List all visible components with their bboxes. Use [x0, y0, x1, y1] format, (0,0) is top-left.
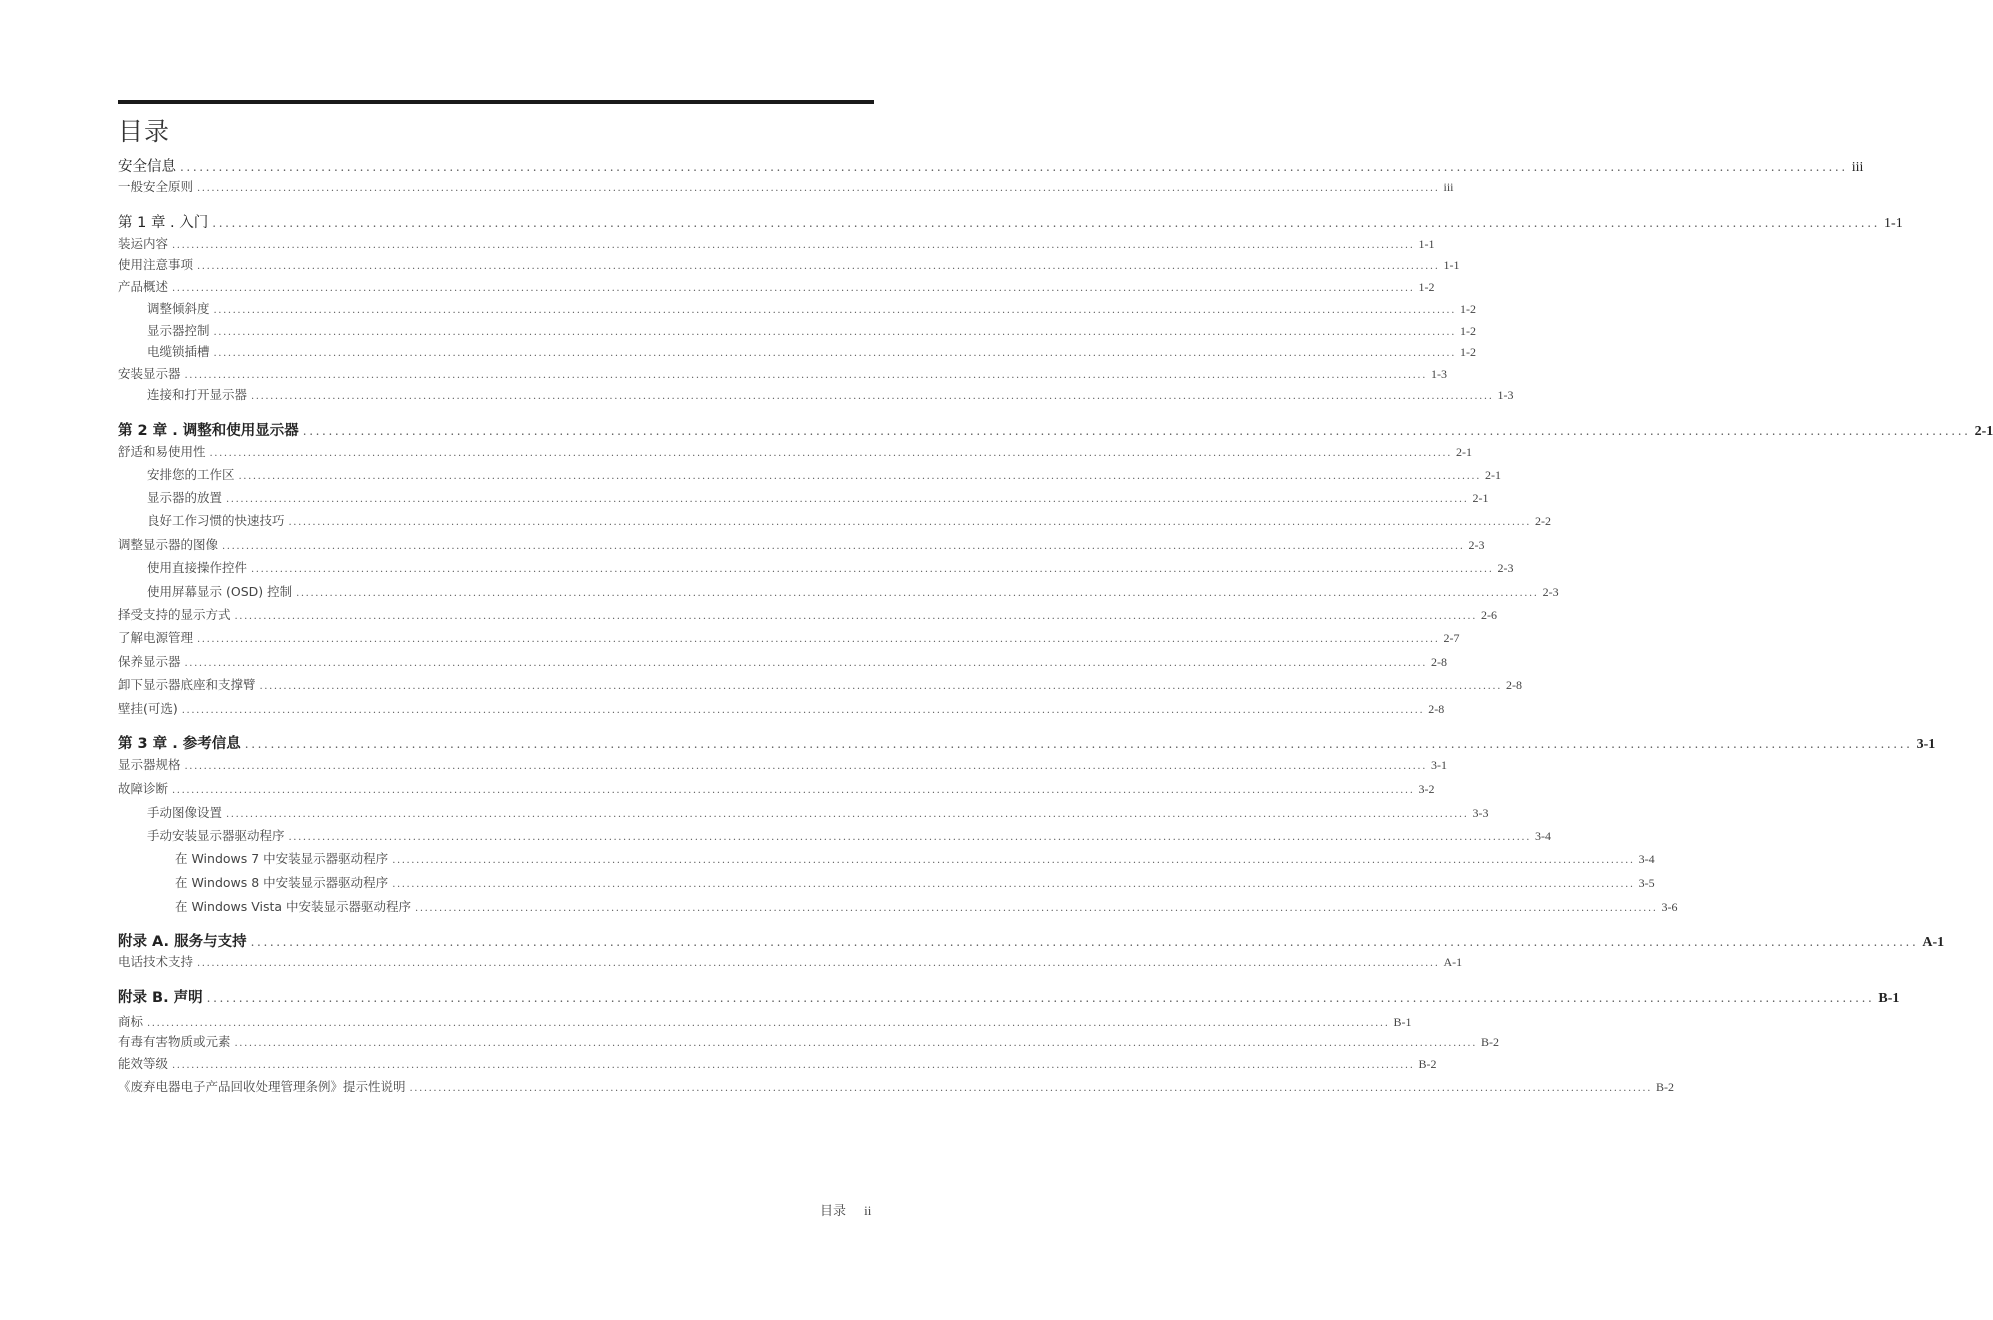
toc-entry-page: 1-2 — [1459, 324, 1476, 338]
toc-entry-title: 故障诊断 — [118, 781, 169, 796]
toc-entry-page: 1-2 — [1459, 302, 1476, 316]
toc-entry-title: 安全信息 — [118, 159, 176, 175]
toc-entry-page: B-1 — [1878, 991, 1900, 1006]
toc-entry-page: 2-8 — [1428, 702, 1445, 716]
toc-entry[interactable] — [118, 511, 1551, 529]
toc-entry[interactable] — [118, 385, 1514, 403]
toc-entry[interactable] — [118, 442, 1472, 460]
toc-entry[interactable] — [118, 558, 1514, 576]
toc-entry-page: 2-2 — [1534, 514, 1551, 528]
toc-entry-page: 3-1 — [1430, 758, 1447, 772]
toc-entry-title: 有毒有害物质或元素 — [118, 1034, 231, 1049]
toc-entry-page: B-1 — [1393, 1015, 1412, 1029]
dot-leader: .................................................................................................................................................................................................................................................................... — [172, 1060, 1415, 1071]
toc-entry-title: 第 1 章 . 入门 — [118, 215, 209, 231]
toc-entry[interactable] — [118, 826, 1551, 844]
dot-leader: .................................................................................................................................................................................................................................................................... — [226, 809, 1469, 820]
toc-entry-title: 保养显示器 — [118, 654, 181, 669]
toc-entry-page: 3-4 — [1638, 852, 1655, 866]
dot-leader: .................................................................................................................................................................................................................................................................... — [197, 634, 1440, 645]
toc-entry-title: 第 3 章 . 参考信息 — [118, 736, 241, 752]
toc-entry[interactable] — [118, 1054, 1437, 1072]
toc-entry[interactable] — [118, 364, 1447, 382]
toc-entry[interactable] — [118, 952, 1463, 970]
toc-entry-page: 2-6 — [1480, 608, 1497, 622]
toc-entry-page: 2-3 — [1468, 538, 1485, 552]
toc-entry-title: 显示器控制 — [147, 323, 210, 338]
toc-entry[interactable] — [118, 779, 1435, 797]
toc-entry-title: 安装显示器 — [118, 366, 181, 381]
toc-entry[interactable] — [118, 1012, 1412, 1030]
toc-entry[interactable] — [118, 873, 1655, 891]
toc-entry-page: B-2 — [1480, 1035, 1499, 1049]
toc-entry-title: 电话技术支持 — [118, 954, 194, 969]
dot-leader: .................................................................................................................................................................................................................................................................... — [288, 517, 1531, 528]
dot-leader: .................................................................................................................................................................................................................................................................... — [184, 761, 1427, 772]
toc-entry[interactable] — [118, 419, 1993, 440]
toc-entry-page: B-2 — [1418, 1057, 1437, 1071]
dot-leader: .................................................................................................................................................................................................................................................................... — [212, 216, 1881, 230]
toc-entry-title: 调整显示器的图像 — [118, 537, 219, 552]
toc-entry[interactable] — [118, 755, 1447, 773]
dot-leader: .................................................................................................................................................................................................................................................................... — [209, 448, 1452, 459]
toc-entry-title: 显示器的放置 — [147, 490, 223, 505]
page-title: 目录 — [118, 117, 171, 146]
toc-entry[interactable] — [118, 652, 1447, 670]
toc-entry-page: 1-1 — [1418, 237, 1435, 251]
toc-entry-title: 安排您的工作区 — [147, 467, 235, 482]
dot-leader: .................................................................................................................................................................................................................................................................... — [172, 240, 1415, 251]
toc-entry-page: 1-3 — [1497, 388, 1514, 402]
dot-leader: .................................................................................................................................................................................................................................................................... — [244, 737, 1913, 751]
toc-entry-page: 2-3 — [1497, 561, 1514, 575]
toc-entry[interactable] — [118, 1032, 1499, 1050]
toc-entry-page: A-1 — [1922, 935, 1945, 950]
dot-leader: .................................................................................................................................................................................................................................................................... — [409, 1083, 1652, 1094]
toc-entry-title: 择受支持的显示方式 — [118, 607, 231, 622]
toc-entry[interactable] — [118, 628, 1460, 646]
toc-entry[interactable] — [118, 897, 1678, 915]
dot-leader: .................................................................................................................................................................................................................................................................... — [234, 1038, 1477, 1049]
toc-entry-title: 《废弃电器电子产品回收处理管理条例》提示性说明 — [118, 1079, 406, 1094]
dot-leader: .................................................................................................................................................................................................................................................................... — [213, 305, 1456, 316]
toc-entry[interactable] — [118, 803, 1489, 821]
toc-entry-page: 2-1 — [1472, 491, 1489, 505]
toc-entry-title: 商标 — [118, 1014, 144, 1029]
dot-leader: .................................................................................................................................................................................................................................................................... — [147, 1018, 1390, 1029]
dot-leader: .................................................................................................................................................................................................................................................................... — [180, 160, 1848, 174]
toc-entry[interactable] — [118, 535, 1485, 553]
toc-entry-title: 壁挂(可选) — [118, 701, 178, 716]
toc-entry-page: 1-2 — [1459, 345, 1476, 359]
toc-entry-title: 装运内容 — [118, 236, 169, 251]
toc-entry-page: A-1 — [1443, 955, 1463, 969]
toc-entry[interactable] — [118, 234, 1435, 252]
toc-entry-title: 连接和打开显示器 — [147, 387, 248, 402]
toc-entry[interactable] — [118, 299, 1476, 317]
dot-leader: .................................................................................................................................................................................................................................................................... — [184, 370, 1427, 381]
toc-entry-title: 第 2 章 . 调整和使用显示器 — [118, 423, 299, 439]
dot-leader: .................................................................................................................................................................................................................................................................... — [251, 391, 1494, 402]
toc-entry-page: 3-3 — [1472, 806, 1489, 820]
toc-entry-title: 一般安全原则 — [118, 179, 194, 194]
toc-entry-page: iii — [1443, 180, 1454, 194]
dot-leader: .................................................................................................................................................................................................................................................................... — [302, 424, 1971, 438]
toc-entry[interactable] — [118, 342, 1476, 360]
toc-entry-page: 1-1 — [1884, 216, 1903, 231]
footer-label: 目录 — [820, 1204, 847, 1219]
toc-entry-page: 1-1 — [1443, 258, 1460, 272]
toc-entry[interactable] — [118, 930, 1945, 951]
toc-entry[interactable] — [118, 699, 1445, 717]
toc-entry[interactable] — [118, 321, 1476, 339]
toc-entry-page: 2-8 — [1505, 678, 1522, 692]
dot-leader: .................................................................................................................................................................................................................................................................... — [184, 658, 1427, 669]
toc-entry-page: 3-2 — [1418, 782, 1435, 796]
dot-leader: .................................................................................................................................................................................................................................................................... — [172, 283, 1415, 294]
dot-leader: .................................................................................................................................................................................................................................................................... — [206, 991, 1875, 1005]
toc-entry-title: 调整倾斜度 — [147, 301, 210, 316]
toc-entry-title: 手动图像设置 — [147, 805, 223, 820]
toc-entry-title: 了解电源管理 — [118, 630, 194, 645]
toc-entry-title: 在 Windows 8 中安装显示器驱动程序 — [175, 875, 389, 890]
toc-entry-page: iii — [1851, 160, 1864, 175]
dot-leader: .................................................................................................................................................................................................................................................................... — [296, 588, 1539, 599]
dot-leader: .................................................................................................................................................................................................................................................................... — [238, 471, 1481, 482]
toc-entry-page: 2-1 — [1974, 424, 1993, 439]
dot-leader: .................................................................................................................................................................................................................................................................... — [392, 879, 1635, 890]
dot-leader: .................................................................................................................................................................................................................................................................... — [197, 958, 1440, 969]
dot-leader: .................................................................................................................................................................................................................................................................... — [197, 183, 1440, 194]
toc-entry-title: 良好工作习惯的快速技巧 — [147, 513, 285, 528]
dot-leader: .................................................................................................................................................................................................................................................................... — [197, 261, 1440, 272]
toc-entry[interactable] — [118, 277, 1435, 295]
dot-leader: .................................................................................................................................................................................................................................................................... — [213, 348, 1456, 359]
toc-entry-page: B-2 — [1655, 1080, 1674, 1094]
toc-entry-title: 在 Windows Vista 中安装显示器驱动程序 — [175, 899, 412, 914]
toc-entry-page: 3-5 — [1638, 876, 1655, 890]
dot-leader: .................................................................................................................................................................................................................................................................... — [259, 681, 1502, 692]
toc-entry[interactable] — [118, 211, 1903, 232]
footer-page-number: ii — [864, 1203, 872, 1218]
toc-entry-page: 2-3 — [1542, 585, 1559, 599]
toc-entry-title: 能效等级 — [118, 1056, 169, 1071]
toc-entry[interactable] — [118, 465, 1501, 483]
toc-entry-title: 使用屏幕显示 (OSD) 控制 — [147, 584, 293, 599]
toc-entry-page: 1-2 — [1418, 280, 1435, 294]
toc-entry-page: 3-4 — [1534, 829, 1551, 843]
toc-entry[interactable] — [118, 177, 1454, 195]
toc-entry-title: 使用直接操作控件 — [147, 560, 248, 575]
toc-entry[interactable] — [118, 605, 1497, 623]
dot-leader: .................................................................................................................................................................................................................................................................... — [222, 541, 1465, 552]
toc-entry-title: 电缆锁插槽 — [147, 344, 210, 359]
toc-entry[interactable] — [118, 675, 1522, 693]
dot-leader: .................................................................................................................................................................................................................................................................... — [415, 903, 1658, 914]
toc-entry[interactable] — [118, 155, 1864, 176]
dot-leader: .................................................................................................................................................................................................................................................................... — [251, 564, 1494, 575]
dot-leader: .................................................................................................................................................................................................................................................................... — [172, 785, 1415, 796]
toc-entry-title: 卸下显示器底座和支撑臂 — [118, 677, 256, 692]
toc-entry[interactable] — [118, 986, 1900, 1007]
toc-entry-page: 3-1 — [1916, 737, 1936, 752]
toc-entry-title: 在 Windows 7 中安装显示器驱动程序 — [175, 851, 389, 866]
dot-leader: .................................................................................................................................................................................................................................................................... — [226, 494, 1469, 505]
toc-entry-page: 3-6 — [1661, 900, 1678, 914]
toc-entry[interactable] — [118, 582, 1559, 600]
toc-entry-page: 2-1 — [1484, 468, 1501, 482]
toc-entry[interactable] — [118, 488, 1489, 506]
toc-entry-page: 2-8 — [1430, 655, 1447, 669]
dot-leader: .................................................................................................................................................................................................................................................................... — [288, 832, 1531, 843]
page-footer — [820, 1200, 871, 1219]
toc-entry-title: 产品概述 — [118, 279, 169, 294]
toc-entry-page: 2-7 — [1443, 631, 1460, 645]
toc-entry[interactable] — [118, 1077, 1674, 1095]
toc-entry-page: 2-1 — [1455, 445, 1472, 459]
dot-leader: .................................................................................................................................................................................................................................................................... — [250, 935, 1919, 949]
dot-leader: .................................................................................................................................................................................................................................................................... — [392, 855, 1635, 866]
dot-leader: .................................................................................................................................................................................................................................................................... — [181, 705, 1425, 716]
toc-entry[interactable] — [118, 732, 1936, 753]
toc-entry-title: 显示器规格 — [118, 757, 181, 772]
toc-entry-title: 舒适和易使用性 — [118, 444, 206, 459]
dot-leader: .................................................................................................................................................................................................................................................................... — [234, 611, 1477, 622]
toc-entry[interactable] — [118, 849, 1655, 867]
toc-entry-title: 附录 A. 服务与支持 — [118, 934, 247, 950]
dot-leader: .................................................................................................................................................................................................................................................................... — [213, 327, 1456, 338]
toc-entry-title: 手动安装显示器驱动程序 — [147, 828, 285, 843]
toc-entry-page: 1-3 — [1430, 367, 1447, 381]
toc-entry-title: 附录 B. 声明 — [118, 990, 203, 1006]
top-rule — [118, 100, 874, 104]
toc-entry-title: 使用注意事项 — [118, 257, 194, 272]
toc-entry[interactable] — [118, 255, 1460, 273]
